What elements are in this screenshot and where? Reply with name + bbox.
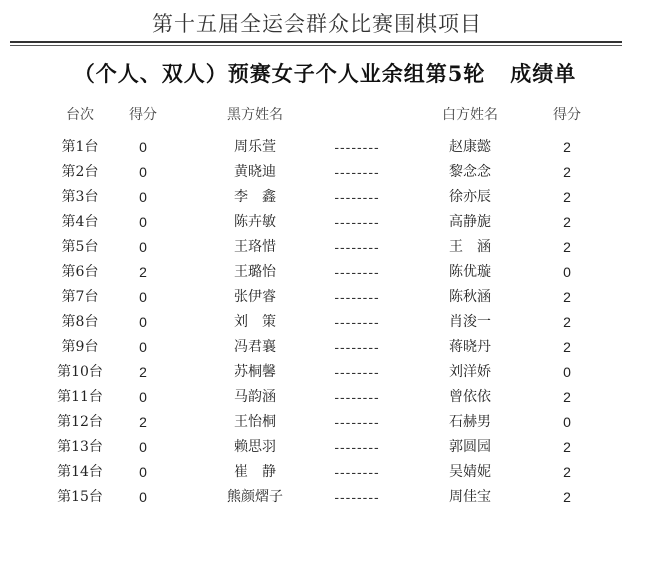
header-black-score: 得分 <box>129 107 157 123</box>
row-separator: -------- <box>334 314 380 330</box>
row-white-score: 0 <box>563 364 571 380</box>
row-black-name: 刘 策 <box>234 314 276 330</box>
title-underline-thin <box>10 45 622 46</box>
row-table-number: 第11台 <box>57 389 103 405</box>
row-white-name: 陈秋涵 <box>449 289 491 305</box>
row-black-score: 0 <box>139 489 147 505</box>
row-table-number: 第6台 <box>61 264 99 280</box>
row-black-score: 0 <box>139 314 147 330</box>
row-white-score: 2 <box>563 189 571 205</box>
row-white-score: 2 <box>563 289 571 305</box>
row-separator: -------- <box>334 164 380 180</box>
row-white-name: 高静旎 <box>449 214 491 230</box>
row-separator: -------- <box>334 189 380 205</box>
row-table-number: 第15台 <box>57 489 103 505</box>
row-black-name: 周乐萱 <box>234 139 276 155</box>
title-underline-thick <box>10 41 622 43</box>
row-white-score: 2 <box>563 139 571 155</box>
row-table-number: 第2台 <box>61 164 99 180</box>
row-table-number: 第4台 <box>61 214 99 230</box>
row-white-score: 2 <box>563 339 571 355</box>
header-table: 台次 <box>66 107 94 123</box>
row-white-score: 2 <box>563 314 571 330</box>
row-separator: -------- <box>334 239 380 255</box>
row-white-name: 郭圆园 <box>449 439 491 455</box>
row-separator: -------- <box>334 289 380 305</box>
row-white-name: 赵康懿 <box>449 139 491 155</box>
row-black-score: 0 <box>139 239 147 255</box>
row-table-number: 第5台 <box>61 239 99 255</box>
row-separator: -------- <box>334 264 380 280</box>
document-title: 第十五届全运会群众比赛围棋项目 <box>152 12 482 36</box>
row-white-score: 2 <box>563 439 571 455</box>
header-white-name: 白方姓名 <box>442 107 498 123</box>
row-black-name: 李 鑫 <box>234 189 276 205</box>
row-black-name: 崔 静 <box>234 464 276 480</box>
row-black-score: 2 <box>139 364 147 380</box>
row-black-score: 0 <box>139 139 147 155</box>
row-black-name: 苏桐馨 <box>234 364 276 380</box>
row-white-name: 徐亦辰 <box>449 189 491 205</box>
row-white-name: 石赫男 <box>449 414 491 430</box>
row-black-score: 0 <box>139 289 147 305</box>
row-table-number: 第13台 <box>57 439 103 455</box>
row-separator: -------- <box>334 214 380 230</box>
row-separator: -------- <box>334 414 380 430</box>
row-white-name: 蒋晓丹 <box>449 339 491 355</box>
row-white-score: 2 <box>563 239 571 255</box>
row-black-score: 0 <box>139 339 147 355</box>
row-black-name: 黄晓迪 <box>234 164 276 180</box>
row-black-score: 0 <box>139 389 147 405</box>
row-black-name: 张伊睿 <box>234 289 276 305</box>
row-black-name: 王珞惜 <box>234 239 276 255</box>
row-white-name: 周佳宝 <box>449 489 491 505</box>
row-table-number: 第1台 <box>61 139 99 155</box>
row-black-score: 2 <box>139 414 147 430</box>
row-white-name: 王 涵 <box>449 239 491 255</box>
row-white-name: 刘洋娇 <box>449 364 491 380</box>
row-black-score: 0 <box>139 439 147 455</box>
row-white-name: 曾依依 <box>449 389 491 405</box>
row-separator: -------- <box>334 389 380 405</box>
row-white-name: 肖浚一 <box>449 314 491 330</box>
row-white-score: 2 <box>563 389 571 405</box>
header-white-score: 得分 <box>553 107 581 123</box>
row-separator: -------- <box>334 339 380 355</box>
row-black-score: 0 <box>139 164 147 180</box>
row-table-number: 第10台 <box>57 364 103 380</box>
row-black-score: 0 <box>139 214 147 230</box>
row-black-score: 0 <box>139 464 147 480</box>
row-separator: -------- <box>334 139 380 155</box>
row-black-score: 2 <box>139 264 147 280</box>
row-white-name: 陈优璇 <box>449 264 491 280</box>
row-separator: -------- <box>334 364 380 380</box>
row-white-score: 2 <box>563 489 571 505</box>
row-table-number: 第8台 <box>61 314 99 330</box>
row-white-score: 2 <box>563 464 571 480</box>
row-table-number: 第12台 <box>57 414 103 430</box>
row-white-name: 黎念念 <box>449 164 491 180</box>
row-white-score: 0 <box>563 264 571 280</box>
header-black-name: 黑方姓名 <box>227 107 283 123</box>
row-separator: -------- <box>334 464 380 480</box>
row-table-number: 第3台 <box>61 189 99 205</box>
row-white-score: 2 <box>563 164 571 180</box>
row-black-name: 王怡桐 <box>234 414 276 430</box>
row-table-number: 第14台 <box>57 464 103 480</box>
row-black-name: 熊颜熠子 <box>227 489 283 505</box>
row-table-number: 第9台 <box>61 339 99 355</box>
row-white-name: 吴婧妮 <box>449 464 491 480</box>
row-separator: -------- <box>334 489 380 505</box>
row-black-name: 王璐怡 <box>234 264 276 280</box>
document-subtitle: （个人、双人）预赛女子个人业余组第5轮 成绩单 <box>73 61 577 86</box>
row-white-score: 0 <box>563 414 571 430</box>
row-black-name: 赖思羽 <box>234 439 276 455</box>
row-separator: -------- <box>334 439 380 455</box>
row-table-number: 第7台 <box>61 289 99 305</box>
row-white-score: 2 <box>563 214 571 230</box>
row-black-name: 陈卉敏 <box>234 214 276 230</box>
row-black-name: 马韵涵 <box>234 389 276 405</box>
row-black-score: 0 <box>139 189 147 205</box>
row-black-name: 冯君襄 <box>234 339 276 355</box>
